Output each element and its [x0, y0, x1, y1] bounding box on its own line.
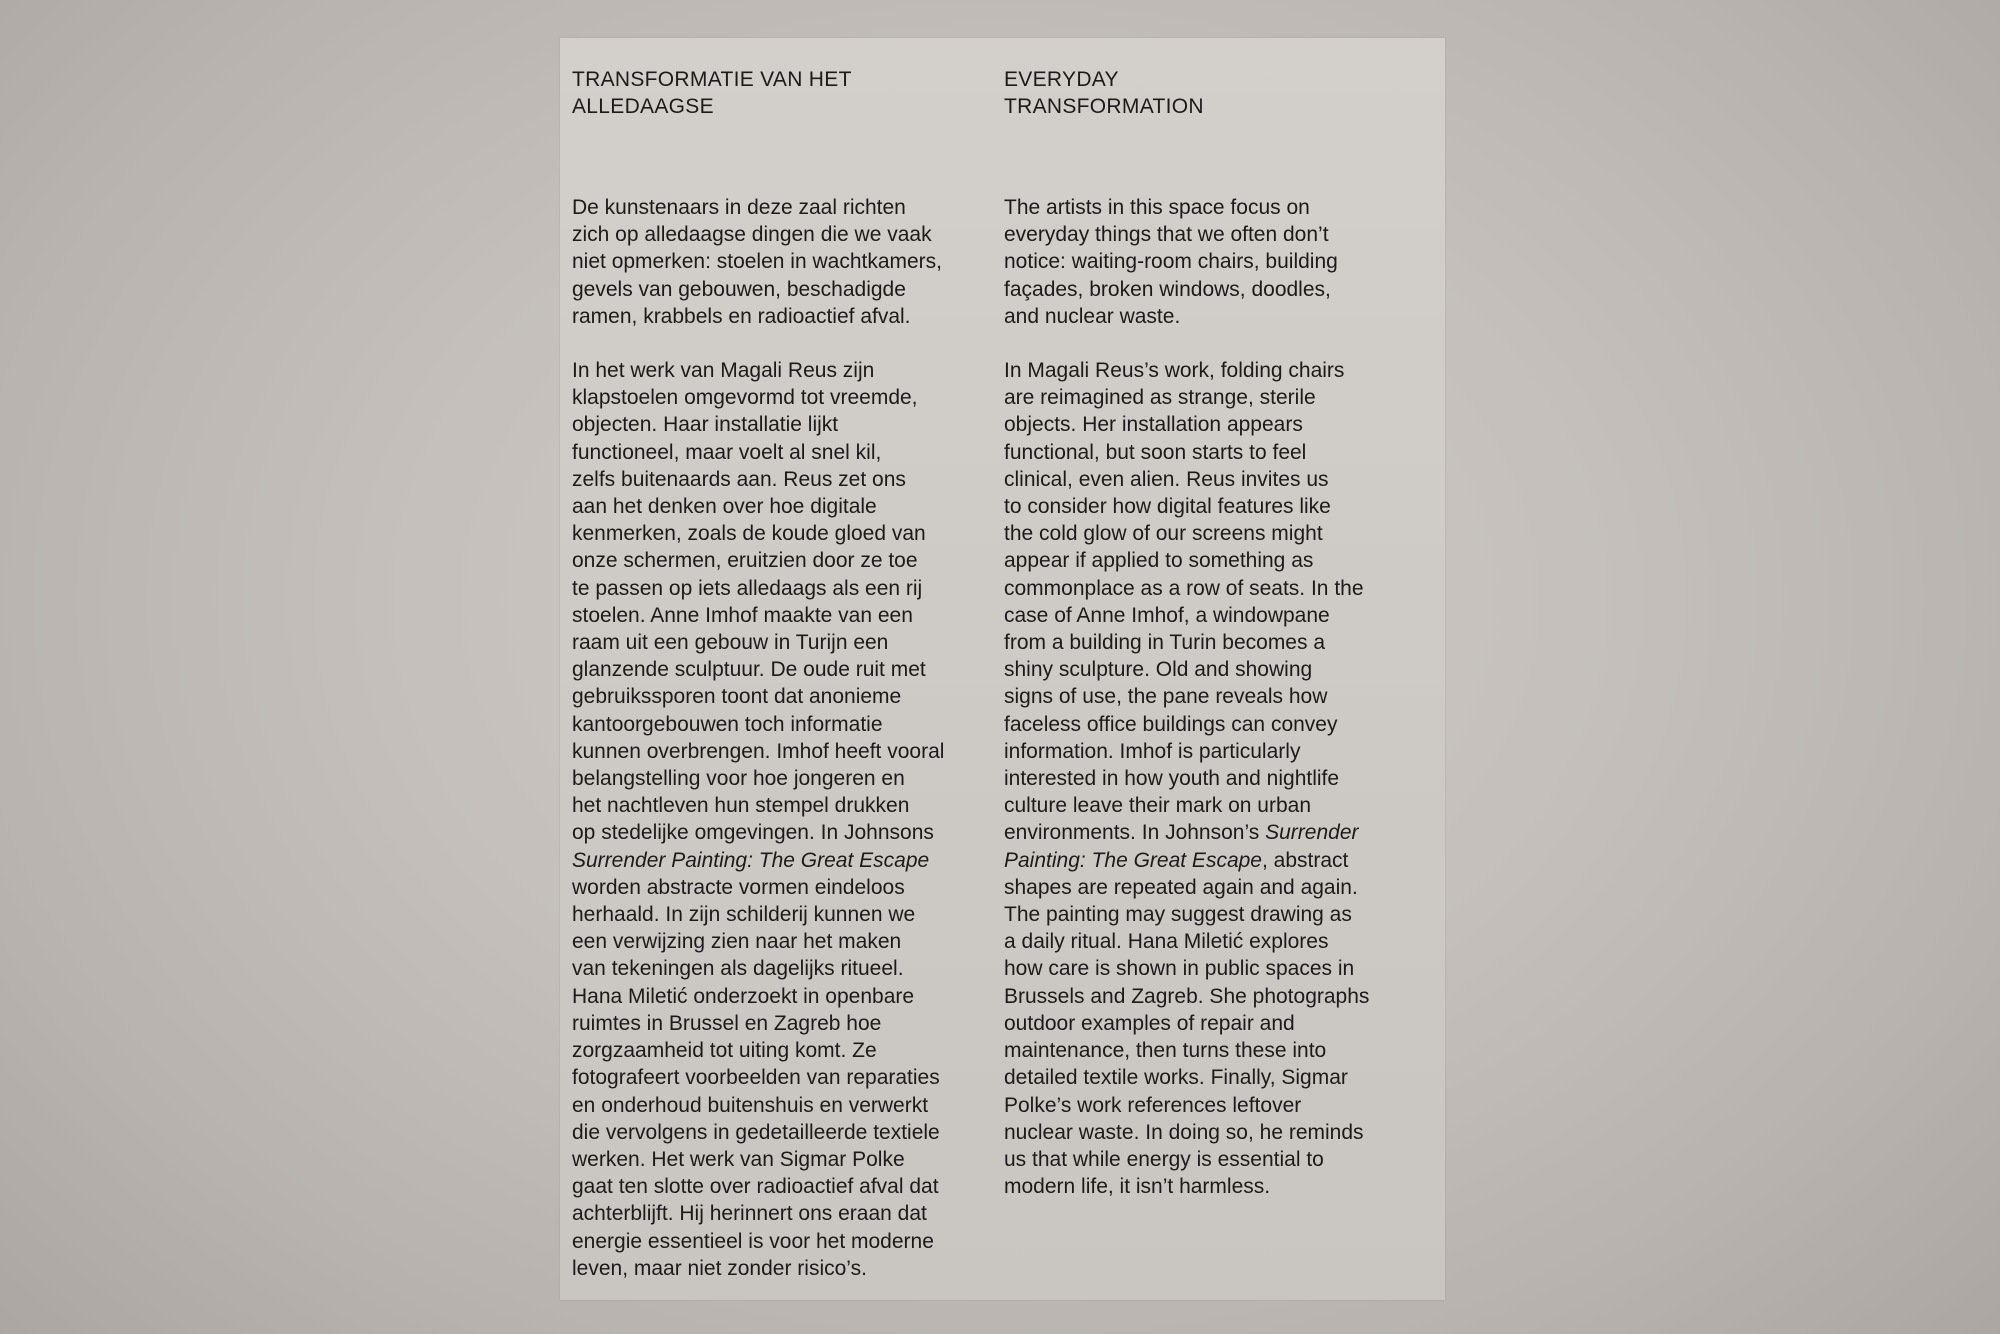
english-body-text-2: , abstract shapes are repeated again and again. The painting may suggest drawing as a daily ritual. Hana Miletić explores how care is shown in public spaces in Brussels and Zagreb. She photographs outdoor examples of repair and maintenance, then turns these into detailed textile works. Finally, Sigmar Polke’s work references leftover nuclear waste. In doing so, he reminds us that while energy is essential to modern life, it isn’t harmless.	[1004, 848, 1370, 1199]
wall-text-panel	[560, 38, 1445, 1300]
english-intro-paragraph: The artists in this space focus on everyday things that we often don’t notice: waiting-room chairs, building façades, broken windows, doodles, and nuclear waste.	[1004, 196, 1338, 328]
dutch-body-text-2: worden abstracte vormen eindeloos herhaald. In zijn schilderij kunnen we een verwijzing zien naar het maken van tekeningen als dagelijks ritueel. Hana Miletić onderzoekt in openbare ruimtes in Brussel en Zagreb hoe zorgzaamheid tot uiting komt. Ze fotografeert voorbeelden van reparaties en onderhoud buitenshuis en verwerkt die vervolgens in gedetailleerde textiele werken. Het werk van Sigmar Polke gaat ten slotte over radioactief afval dat achterblijft. Hij herinnert ons eraan dat energie essentieel is voor het moderne leven, maar niet zonder risico’s.	[572, 875, 940, 1280]
english-artwork-title: Surrender Painting: The Great Escape	[1004, 821, 1359, 872]
dutch-body-text-1: In het werk van Magali Reus zijn klapstoelen omgevormd tot vreemde, objecten. Haar installatie lijkt functioneel, maar voelt al snel kil, zelfs buitenaards aan. Reus zet ons aan het denken over hoe digitale kenmerken, zoals de koude gloed van onze schermen, eruitzien door ze toe te passen op iets alledaags als een rij stoelen. Anne Imhof maakte van een raam uit een gebouw in Turijn een glanzende sculptuur. De oude ruit met gebruikssporen toont dat anonieme kantoorgebouwen toch informatie kunnen overbrengen. Imhof heeft vooral belangstelling voor hoe jongeren en het nachtleven hun stempel drukken op stedelijke omgevingen. In Johnsons	[572, 359, 945, 845]
dutch-body-paragraph	[572, 357, 992, 1282]
english-column	[1004, 66, 1444, 1227]
english-body-paragraph	[1004, 357, 1444, 1200]
english-body-text-1: In Magali Reus’s work, folding chairs are reimagined as strange, sterile objects. Her installation appears functional, but soon starts to feel clinical, even alien. Reus invites us to consider how digital features like the cold glow of our screens might appear if applied to something as commonplace as a row of seats. In the case of Anne Imhof, a windowpane from a building in Turin becomes a shiny sculpture. Old and showing signs of use, the pane reveals how faceless office buildings can convey information. Imhof is particularly interested in how youth and nightlife culture leave their mark on urban environments. In Johnson’s	[1004, 359, 1364, 845]
dutch-column	[572, 66, 992, 1309]
dutch-title: TRANSFORMATIE VAN HET ALLEDAAGSE	[572, 68, 852, 119]
dutch-artwork-title: Surrender Painting: The Great Escape	[572, 848, 930, 872]
english-title: EVERYDAY TRANSFORMATION	[1004, 68, 1204, 119]
dutch-intro-paragraph: De kunstenaars in deze zaal richten zich op alledaagse dingen die we vaak niet opmerken: stoelen in wachtkamers, gevels van gebouwen, beschadigde ramen, krabbels en radioactief afval.	[572, 196, 943, 328]
